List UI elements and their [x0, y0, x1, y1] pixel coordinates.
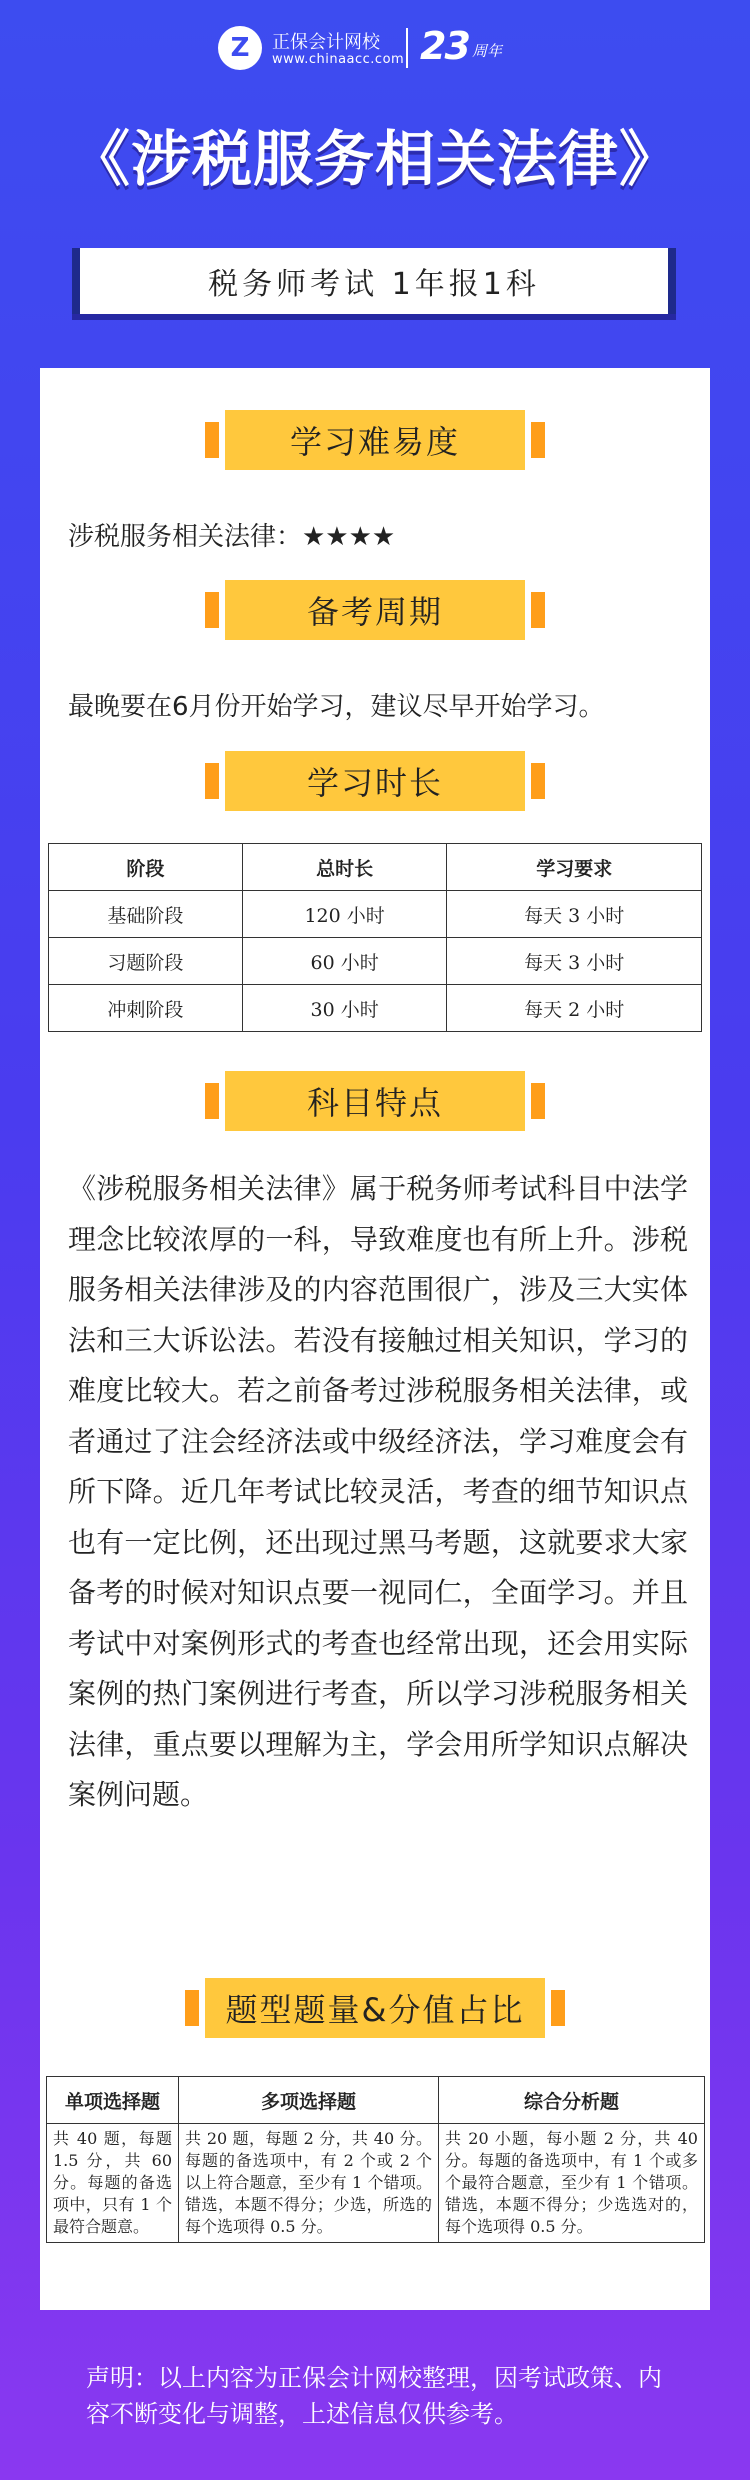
- features-paragraph: 《涉税服务相关法律》属于税务师考试科目中法学理念比较浓厚的一科，导致难度也有所上升。涉税服务相关法律涉及的内容范围很广，涉及三大实体法和三大诉讼法。若没有接触过相关知识，学习的难度比较大。若之前备考过涉税服务相关法律，或者通过了注会经济法或中级经济法，学习难度会有所下降。近几年考试比较灵活，考查的细节知识点也有一定比例，还出现过黑马考题，这就要求大家备考的时候对知识点要一视同仁，全面学习。并且考试中对案例形式的考查也经常出现，还会用实际案例的热门案例进行考查，所以学习涉税服务相关法律，重点要以理解为主，学会用所学知识点解决案例问题。: [68, 1172, 688, 1811]
- table-cell: 冲刺阶段: [49, 985, 243, 1032]
- period-text: 最晚要在6月份开始学习，建议尽早开始学习。: [68, 692, 605, 722]
- table-cell: 共 40 题，每题 1.5 分，共 60 分。每题的备选项中，只有 1 个最符合题意。: [47, 2124, 179, 2243]
- table-header-row: [47, 2077, 705, 2124]
- table-cell: 每天 3 小时: [447, 891, 702, 938]
- table-header-row: [49, 844, 702, 891]
- section-heading-questions: 题型题量&分值占比: [205, 1978, 545, 2038]
- table-cell: 共 20 小题，每小题 2 分，共 40 分。每题的备选项中，有 1 个或多个最符合题意，至少有 1 个错项。错选，本题不得分；少选选对的，每个选项得 0.5 分。: [439, 2124, 705, 2243]
- table-header-cell: 综合分析题: [439, 2077, 705, 2124]
- table-header-cell: 阶段: [49, 844, 243, 891]
- table-cell: 习题阶段: [49, 938, 243, 985]
- table-cell: 共 20 题，每题 2 分，共 40 分。每题的备选项中，有 2 个或 2 个以上符合题意，至少有 1 个错项。错选，本题不得分；少选，所选的每个选项得 0.5 分。: [179, 2124, 439, 2243]
- table-row: [47, 2124, 705, 2243]
- table-cell: 每天 2 小时: [447, 985, 702, 1032]
- brand-logo-icon: Z: [218, 26, 262, 70]
- table-cell: 120 小时: [242, 891, 447, 938]
- anniversary-suffix: 周年: [472, 42, 503, 60]
- anniversary-number: 23: [420, 24, 469, 68]
- question-types-table: [46, 2076, 705, 2243]
- difficulty-text: 涉税服务相关法律：★★★★: [68, 522, 396, 552]
- table-row: [49, 938, 702, 985]
- brand-header: [0, 22, 750, 78]
- table-cell: 每天 3 小时: [447, 938, 702, 985]
- table-header-cell: 总时长: [242, 844, 447, 891]
- duration-table: [48, 843, 702, 1032]
- page-subtitle: 税务师考试 1年报1科: [72, 248, 676, 314]
- table-header-cell: 单项选择题: [47, 2077, 179, 2124]
- brand-url: www.chinaacc.com: [272, 52, 405, 67]
- brand-name: 正保会计网校: [272, 32, 380, 53]
- table-header-cell: 多项选择题: [179, 2077, 439, 2124]
- content-card: [40, 368, 710, 2310]
- page-title: 《涉税服务相关法律》: [70, 125, 680, 195]
- table-header-cell: 学习要求: [447, 844, 702, 891]
- table-cell: 60 小时: [242, 938, 447, 985]
- disclaimer-footer: 声明：以上内容为正保会计网校整理，因考试政策、内容不断变化与调整，上述信息仅供参考。: [86, 2364, 662, 2428]
- table-row: [49, 891, 702, 938]
- table-cell: 30 小时: [242, 985, 447, 1032]
- section-heading-difficulty: 学习难易度: [225, 410, 525, 470]
- table-row: [49, 985, 702, 1032]
- section-heading-period: 备考周期: [225, 580, 525, 640]
- section-heading-features: 科目特点: [225, 1071, 525, 1131]
- section-heading-duration: 学习时长: [225, 751, 525, 811]
- brand-divider: [406, 28, 408, 68]
- table-cell: 基础阶段: [49, 891, 243, 938]
